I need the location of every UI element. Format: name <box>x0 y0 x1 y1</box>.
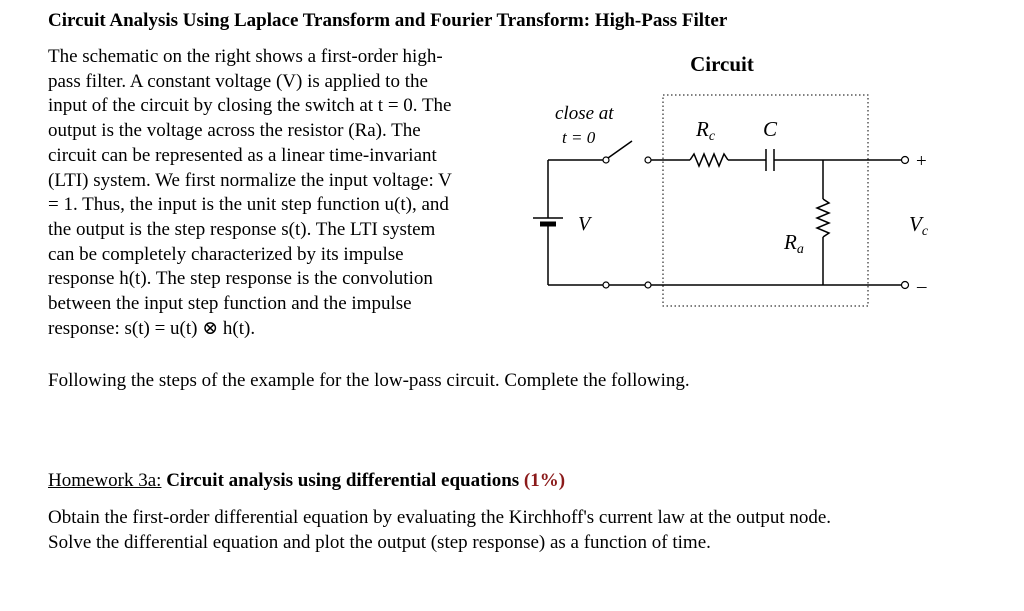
resistor-ra <box>817 199 829 237</box>
output-terminal-minus <box>902 282 909 289</box>
bottom-node-1 <box>603 282 609 288</box>
homework-body <box>48 506 831 555</box>
rc-label: Rc <box>696 117 716 144</box>
intro-line: output is the voltage across the resistor (Ra). The <box>48 120 421 142</box>
homework-body-line: Solve the differential equation and plot the output (step response) as a function of time. <box>48 531 711 553</box>
switch-blade <box>608 141 632 158</box>
cap-label: C <box>763 117 778 141</box>
homework-label: Homework 3a: <box>48 470 162 491</box>
intro-line: the output is the step response s(t). The LTI system <box>48 218 436 240</box>
instruction-text: Following the steps of the example for the low-pass circuit. Complete the following. <box>48 370 690 391</box>
plus-label: + <box>916 151 927 172</box>
switch-label-line1: close at <box>555 103 614 124</box>
output-terminal-plus <box>902 157 909 164</box>
intro-line: response: s(t) = u(t) ⊗ h(t). <box>48 317 256 339</box>
switch-label-line2: t = 0 <box>562 128 596 147</box>
intro-line: circuit can be represented as a linear time-invariant <box>48 144 437 166</box>
bottom-node-2 <box>645 282 651 288</box>
battery-symbol <box>533 160 563 285</box>
intro-line: can be completely characterized by its impulse <box>48 243 404 265</box>
intro-line: = 1. Thus, the input is the unit step function u(t), and <box>48 194 449 216</box>
intro-line: input of the circuit by closing the switch at t = 0. The <box>48 95 452 117</box>
homework-title: Circuit analysis using differential equations <box>166 470 520 491</box>
intro-line: The schematic on the right shows a first-order high- <box>48 46 443 67</box>
vout-label: Vc <box>909 212 929 239</box>
intro-line: response h(t). The step response is the convolution <box>48 268 433 290</box>
circuit-heading: Circuit <box>690 52 754 76</box>
resistor-rc <box>690 154 728 166</box>
page-title: Circuit Analysis Using Laplace Transform and Fourier Transform: High-Pass Filter <box>48 10 728 31</box>
switch-contact <box>645 157 651 163</box>
intro-line: between the input step function and the impulse <box>48 293 412 315</box>
ra-label: Ra <box>784 230 804 257</box>
homework-heading <box>48 470 565 492</box>
minus-label: – <box>917 276 927 297</box>
intro-line: (LTI) system. We first normalize the input voltage: V <box>48 169 452 191</box>
homework-body-line: Obtain the first-order differential equation by evaluating the Kirchhoff's current law at the output node. <box>48 507 832 528</box>
source-label: V <box>578 213 591 235</box>
homework-credit: (1%) <box>523 470 566 491</box>
intro-line: pass filter. A constant voltage (V) is applied to the <box>48 70 428 92</box>
